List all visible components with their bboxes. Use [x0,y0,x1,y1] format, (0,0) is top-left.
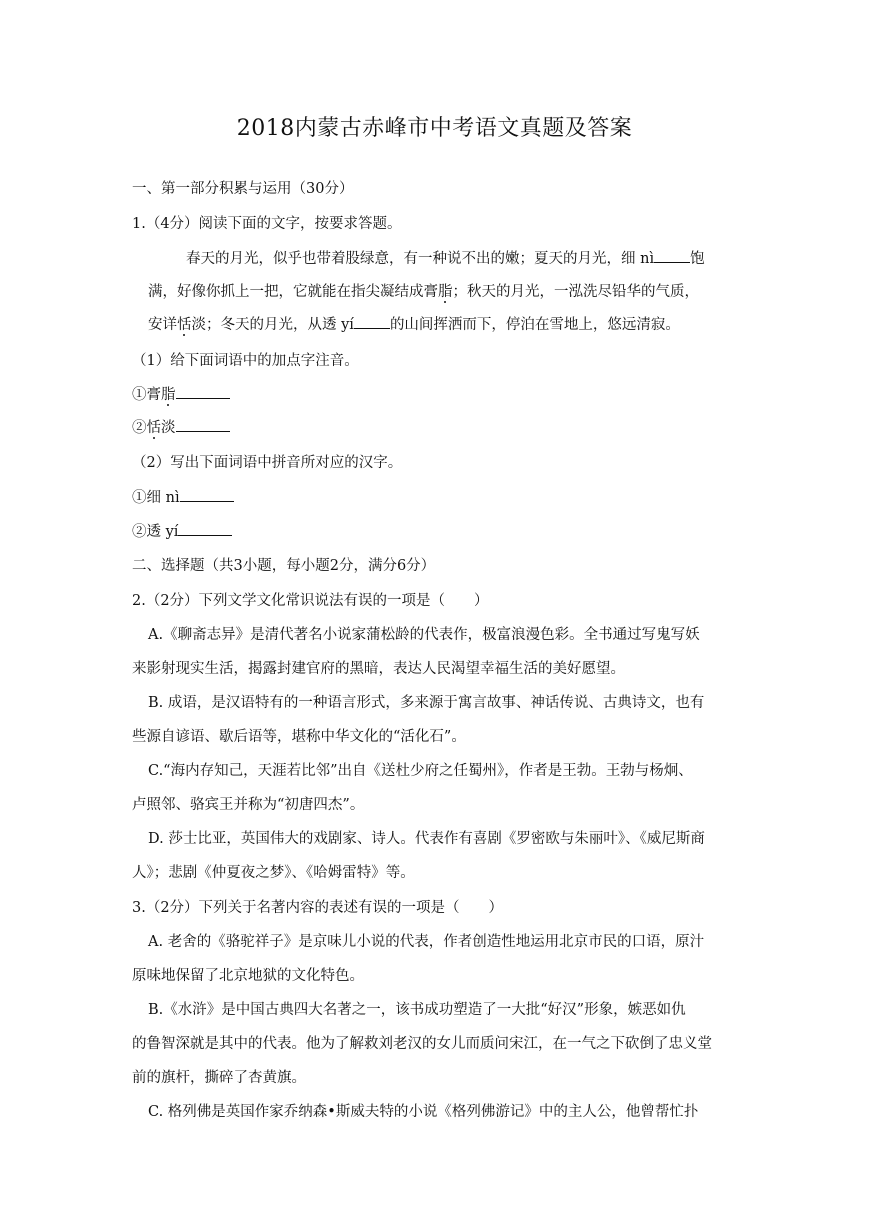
passage-line-3 [148,313,680,337]
q1-sub1-item-b [132,416,230,440]
answer-blank [176,419,230,432]
emphasis-char: 恬 [146,420,161,436]
item-label: ② [132,420,147,436]
q2-option-a: A.《聊斋志异》是清代著名小说家蒲松龄的代表作，极富浪漫色彩。全书通过写鬼写妖 [148,627,700,643]
q2-option-d: D. 莎士比亚，英国伟大的戏剧家、诗人。代表作有喜剧《罗密欧与朱丽叶》、《威尼斯商 [148,831,705,847]
q3-option-b: B.《水浒》是中国古典四大名著之一，该书成功塑造了一大批“好汉”形象，嫉恶如仇 [148,1002,686,1018]
passage-line-2 [148,280,699,304]
q2-option-a-cont: 来影射现实生活，揭露封建官府的黑暗，表达人民渴望幸福生活的美好愿望。 [132,661,625,677]
q2-option-b: B. 成语，是汉语特有的一种语言形式，多来源于寓言故事、神话传说、古典诗文，也有 [148,695,705,711]
q2-option-b-cont: 些源自谚语、歇后语等，堪称中华文化的“活化石”。 [132,729,466,745]
q2-option-d-cont: 人》；悲剧《仲夏夜之梦》、《哈姆雷特》等。 [132,865,415,881]
emphasis-char: 恬 [177,317,192,333]
item-label: 淡 [161,420,176,436]
item-label: ②透 yí [132,524,179,540]
q3-option-b-cont2: 前的旗杆，撕碎了杏黄旗。 [132,1070,306,1086]
answer-blank [654,250,690,263]
answer-blank [354,316,390,329]
passage-text: 的山间挥洒而下，停泊在雪地上，悠远清寂。 [389,317,680,333]
passage-text: 满，好像你抓上一把，它就能在指尖凝结成膏 [148,284,438,300]
item-label: ①细 nì [132,490,180,506]
q3-option-a-cont: 原味地保留了北京地狱的文化特色。 [132,968,364,984]
q3-stem: 3.（2分）下列关于名著内容的表述有误的一项是（ ） [132,900,504,916]
passage-text: 淡；冬天的月光，从透 yí [191,317,354,333]
passage-text: ；秋天的月光，一泓洗尽铅华的气质， [452,284,699,300]
passage-text: 安详 [148,317,177,333]
item-label: ①膏 [132,387,161,403]
passage-line-1 [186,247,705,271]
document-title: 2018内蒙古赤峰市中考语文真题及答案 [236,116,633,141]
emphasis-char: 脂 [438,284,453,300]
answer-blank [180,489,234,502]
q2-option-c: C.“海内存知己，天涯若比邻”出自《送杜少府之任蜀州》，作者是王勃。王勃与杨炯、 [148,763,693,779]
passage-text: 饱 [690,251,705,267]
q1-sub2: （2）写出下面词语中拼音所对应的汉字。 [132,455,403,471]
q2-option-c-cont: 卢照邻、骆宾王并称为“初唐四杰”。 [132,797,365,813]
part1-heading: 一、第一部分积累与运用（30分） [132,181,354,197]
q1-sub2-item-a [132,486,234,510]
answer-blank [176,386,230,399]
answer-blank [178,523,232,536]
q1-sub1-item-a [132,383,230,407]
q3-option-c: C. 格列佛是英国作家乔纳森•斯威夫特的小说《格列佛游记》中的主人公，他曾帮忙扑 [148,1104,699,1120]
emphasis-char: 脂 [161,387,176,403]
q3-option-b-cont: 的鲁智深就是其中的代表。他为了解救刘老汉的女儿而质问宋江，在一气之下砍倒了忠义堂 [132,1036,712,1052]
q2-stem: 2.（2分）下列文学文化常识说法有误的一项是（ ） [132,593,489,609]
q1-sub1: （1）给下面词语中的加点字注音。 [132,353,359,369]
q1-sub2-item-b [132,520,232,544]
q1-stem: 1.（4分）阅读下面的文字，按要求答题。 [132,216,402,232]
passage-text: 春天的月光，似乎也带着股绿意，有一种说不出的嫩；夏天的月光，细 nì [186,251,655,267]
q3-option-a: A. 老舍的《骆驼祥子》是京味儿小说的代表，作者创造性地运用北京市民的口语，原汁 [148,934,705,950]
part2-heading: 二、选择题（共3小题，每小题2分，满分6分） [132,558,436,574]
